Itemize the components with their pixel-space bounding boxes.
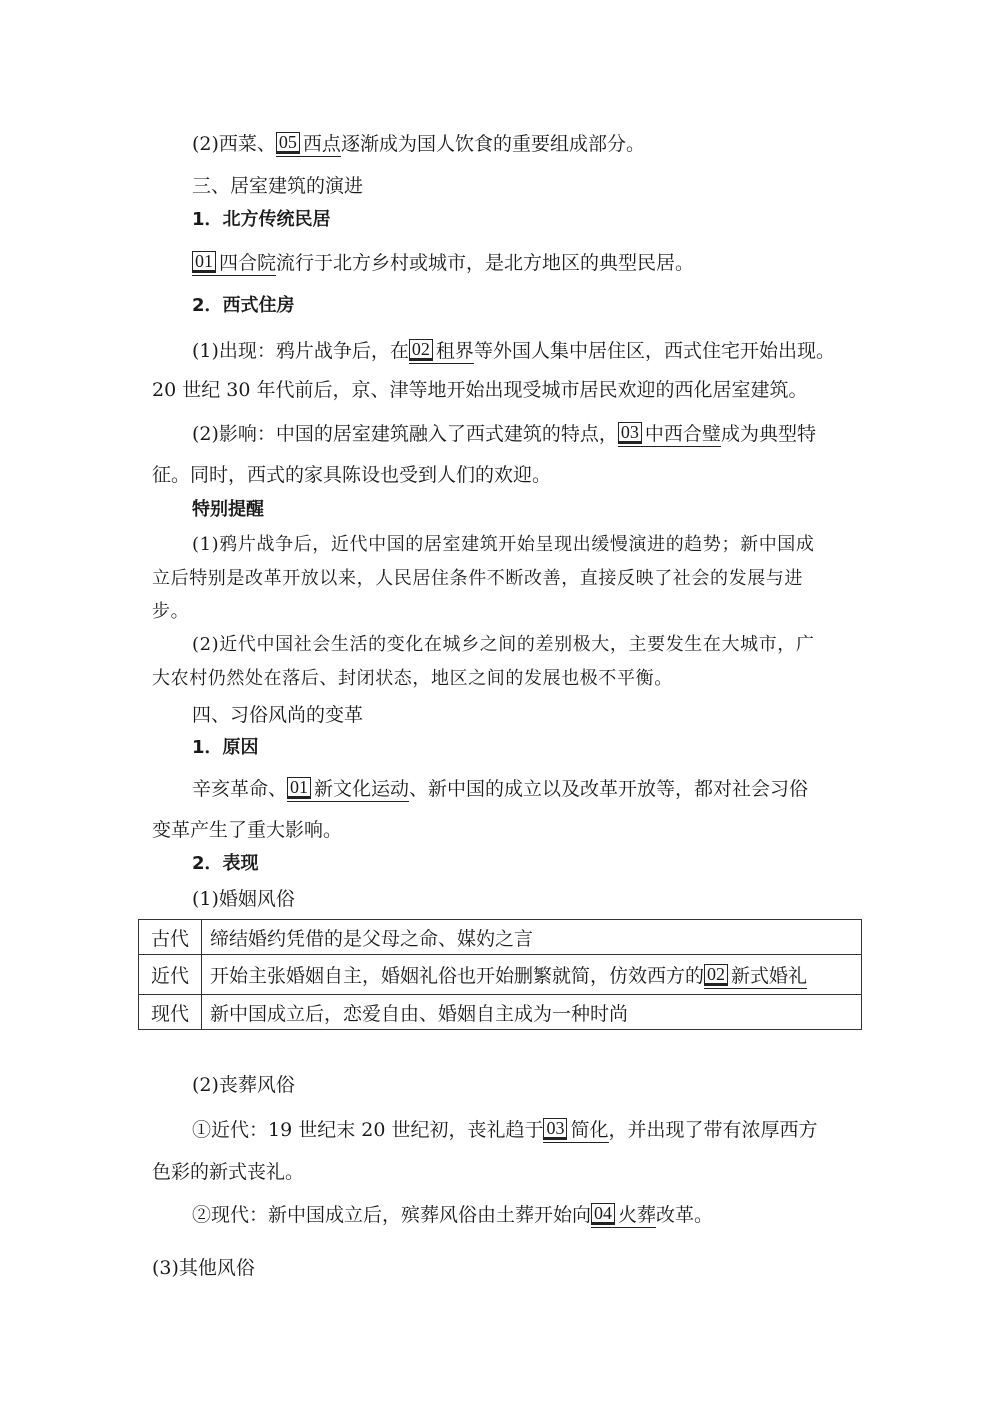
reminder-p2-line2: 大农村仍然处在落后、封闭状态，地区之间的发展也极不平衡。 xyxy=(152,668,673,689)
subheading-northern-houses: 1．北方传统民居 xyxy=(192,209,331,230)
food-item-2 xyxy=(192,132,645,156)
western-houses-item-1 xyxy=(192,339,835,363)
description-cell: 新中国成立后，恋爱自由、婚姻自主成为一种时尚 xyxy=(202,995,862,1030)
blank-number-marker: 02 xyxy=(409,339,433,361)
marriage-heading: (1)婚姻风俗 xyxy=(192,888,295,910)
text-suffix: 、新中国的成立以及改革开放等，都对社会习俗 xyxy=(409,778,809,800)
section-heading-4: 四、习俗风尚的变革 xyxy=(192,704,364,726)
era-cell: 近代 xyxy=(139,955,202,995)
era-cell: 现代 xyxy=(139,995,202,1030)
other-customs-heading: (3)其他风俗 xyxy=(152,1257,255,1279)
text-suffix: ，并出现了带有浓厚西方 xyxy=(608,1119,818,1141)
special-reminder-title: 特别提醒 xyxy=(192,499,264,520)
blank-number-marker: 03 xyxy=(543,1118,567,1140)
description-cell: 缔结婚约凭借的是父母之命、媒妁之言 xyxy=(202,920,862,955)
western-houses-item-2-line2: 征。同时，西式的家具陈设也受到人们的欢迎。 xyxy=(152,464,552,486)
western-houses-item-1-line2: 20 世纪 30 年代前后，京、津等地开始出现受城市居民欢迎的西化居室建筑。 xyxy=(152,379,808,401)
text-prefix: 辛亥革命、 xyxy=(192,778,288,800)
fill-answer: 租界 xyxy=(435,340,474,362)
table-row xyxy=(139,995,862,1030)
blank-number-marker: 03 xyxy=(618,422,642,444)
fill-answer: 西点 xyxy=(302,133,341,155)
blank-number-marker: 01 xyxy=(192,251,216,273)
blank-number-marker: 02 xyxy=(704,964,728,986)
text-prefix: ②现代：新中国成立后，殡葬风俗由土葬开始向 xyxy=(192,1204,592,1226)
reminder-p1-line3: 步。 xyxy=(152,601,190,622)
reminder-p1-line1: (1)鸦片战争后，近代中国的居室建筑开始呈现出缓慢演进的趋势；新中国成 xyxy=(192,534,815,555)
text-suffix: 等外国人集中居住区，西式住宅开始出现。 xyxy=(473,340,835,362)
text-suffix: 改革。 xyxy=(656,1204,714,1226)
text-prefix: 开始主张婚姻自主，婚姻礼俗也开始删繁就简，仿效西方的 xyxy=(210,965,705,987)
table-row xyxy=(139,955,862,995)
funeral-item-2 xyxy=(192,1203,713,1227)
fill-answer: 新式婚礼 xyxy=(731,965,808,987)
era-cell: 古代 xyxy=(139,920,202,955)
subheading-manifestations: 2．表现 xyxy=(192,853,259,874)
text-prefix: (2)西菜、 xyxy=(192,133,276,155)
text-suffix: 流行于北方乡村或城市，是北方地区的典型民居。 xyxy=(276,252,695,274)
northern-houses-text xyxy=(192,251,694,275)
text-prefix: ①近代：19 世纪末 20 世纪初，丧礼趋于 xyxy=(192,1119,544,1141)
fill-answer: 四合院 xyxy=(219,252,277,274)
section-heading-3: 三、居室建筑的演进 xyxy=(192,175,364,197)
blank-number-marker: 01 xyxy=(287,777,311,799)
text-suffix: 逐渐成为国人饮食的重要组成部分。 xyxy=(340,133,645,155)
text-suffix: 成为典型特 xyxy=(720,423,816,445)
text-prefix: (2)影响：中国的居室建筑融入了西式建筑的特点， xyxy=(192,423,618,445)
causes-text-line2: 变革产生了重大影响。 xyxy=(152,819,343,841)
fill-answer: 火葬 xyxy=(618,1204,657,1226)
blank-number-marker: 05 xyxy=(276,132,300,154)
table-row xyxy=(139,920,862,955)
funeral-item-1-line2: 色彩的新式丧礼。 xyxy=(152,1161,305,1183)
subheading-western-houses: 2．西式住房 xyxy=(192,295,295,316)
funeral-item-1 xyxy=(192,1118,818,1142)
subheading-causes: 1．原因 xyxy=(192,737,259,758)
fill-answer: 中西合璧 xyxy=(644,423,721,445)
western-houses-item-2 xyxy=(192,422,816,446)
reminder-p2-line1: (2)近代中国社会生活的变化在城乡之间的差别极大，主要发生在大城市，广 xyxy=(192,634,815,655)
reminder-p1-line2: 立后特别是改革开放以来，人民居住条件不断改善，直接反映了社会的发展与进 xyxy=(152,568,803,589)
fill-answer: 新文化运动 xyxy=(314,778,410,800)
marriage-customs-table xyxy=(138,919,862,1030)
fill-answer: 简化 xyxy=(570,1119,609,1141)
text-prefix: (1)出现：鸦片战争后，在 xyxy=(192,340,409,362)
blank-number-marker: 04 xyxy=(591,1203,615,1225)
funeral-heading: (2)丧葬风俗 xyxy=(192,1074,295,1096)
description-cell xyxy=(202,955,862,995)
causes-text xyxy=(192,777,808,801)
